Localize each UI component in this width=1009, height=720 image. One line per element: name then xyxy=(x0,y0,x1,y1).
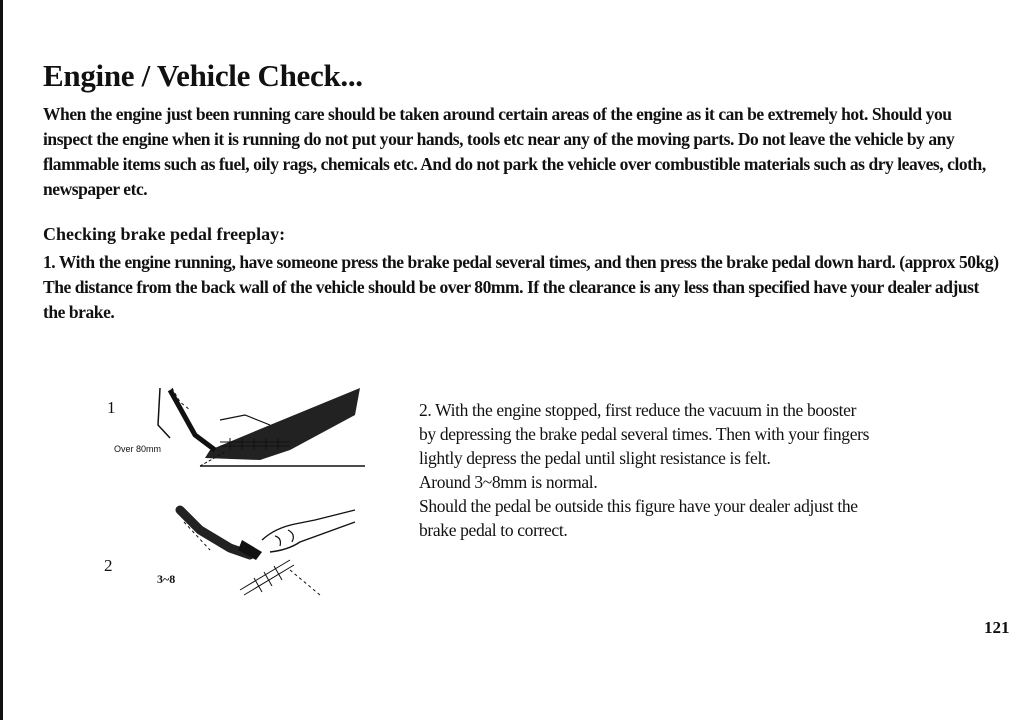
step-1-text: 1. With the engine running, have someone press the brake pedal several times, and then press the brake pedal down hard. (approx 50kg) The distance from the back wall of the vehicle should be over 80mm. If the clearance is any less than specified have your dealer adjust the brake. xyxy=(43,252,999,322)
page-edge-shadow xyxy=(0,0,3,720)
step-2-line: lightly depress the pedal until slight resistance is felt. xyxy=(419,448,771,468)
step-2-line: brake pedal to correct. xyxy=(419,520,568,540)
figure-2-label: 3~8 xyxy=(157,572,176,586)
step-2-line: Around 3~8mm is normal. xyxy=(419,472,598,492)
page-number: 121 xyxy=(984,618,1009,637)
intro-paragraph: When the engine just been running care should be taken around certain areas of the engine as it can be extremely hot. Should you inspect the engine when it is running do not put your hands, tools etc near any of the moving parts. Do not leave the vehicle by any flammable items such as fuel, oily rags, chemicals etc. And do not park the vehicle over combustible materials such as dry leaves, cloth, newspaper etc. xyxy=(43,104,986,199)
brake-pedal-clearance-illustration xyxy=(150,380,370,470)
page-title: Engine / Vehicle Check... xyxy=(43,58,363,93)
step-2-text xyxy=(419,398,999,542)
step-2-line: Should the pedal be outside this figure have your dealer adjust the xyxy=(419,496,858,516)
step-2-line: 2. With the engine stopped, first reduce the vacuum in the booster xyxy=(419,400,857,420)
figure-1-label: Over 80mm xyxy=(114,444,162,454)
figure-1-number: 1 xyxy=(107,398,116,417)
step-2-line: by depressing the brake pedal several times. Then with your fingers xyxy=(419,424,870,444)
brake-section-heading: Checking brake pedal freeplay: xyxy=(43,224,286,244)
brake-pedal-freeplay-illustration xyxy=(170,500,370,605)
figure-2-number: 2 xyxy=(104,556,113,575)
